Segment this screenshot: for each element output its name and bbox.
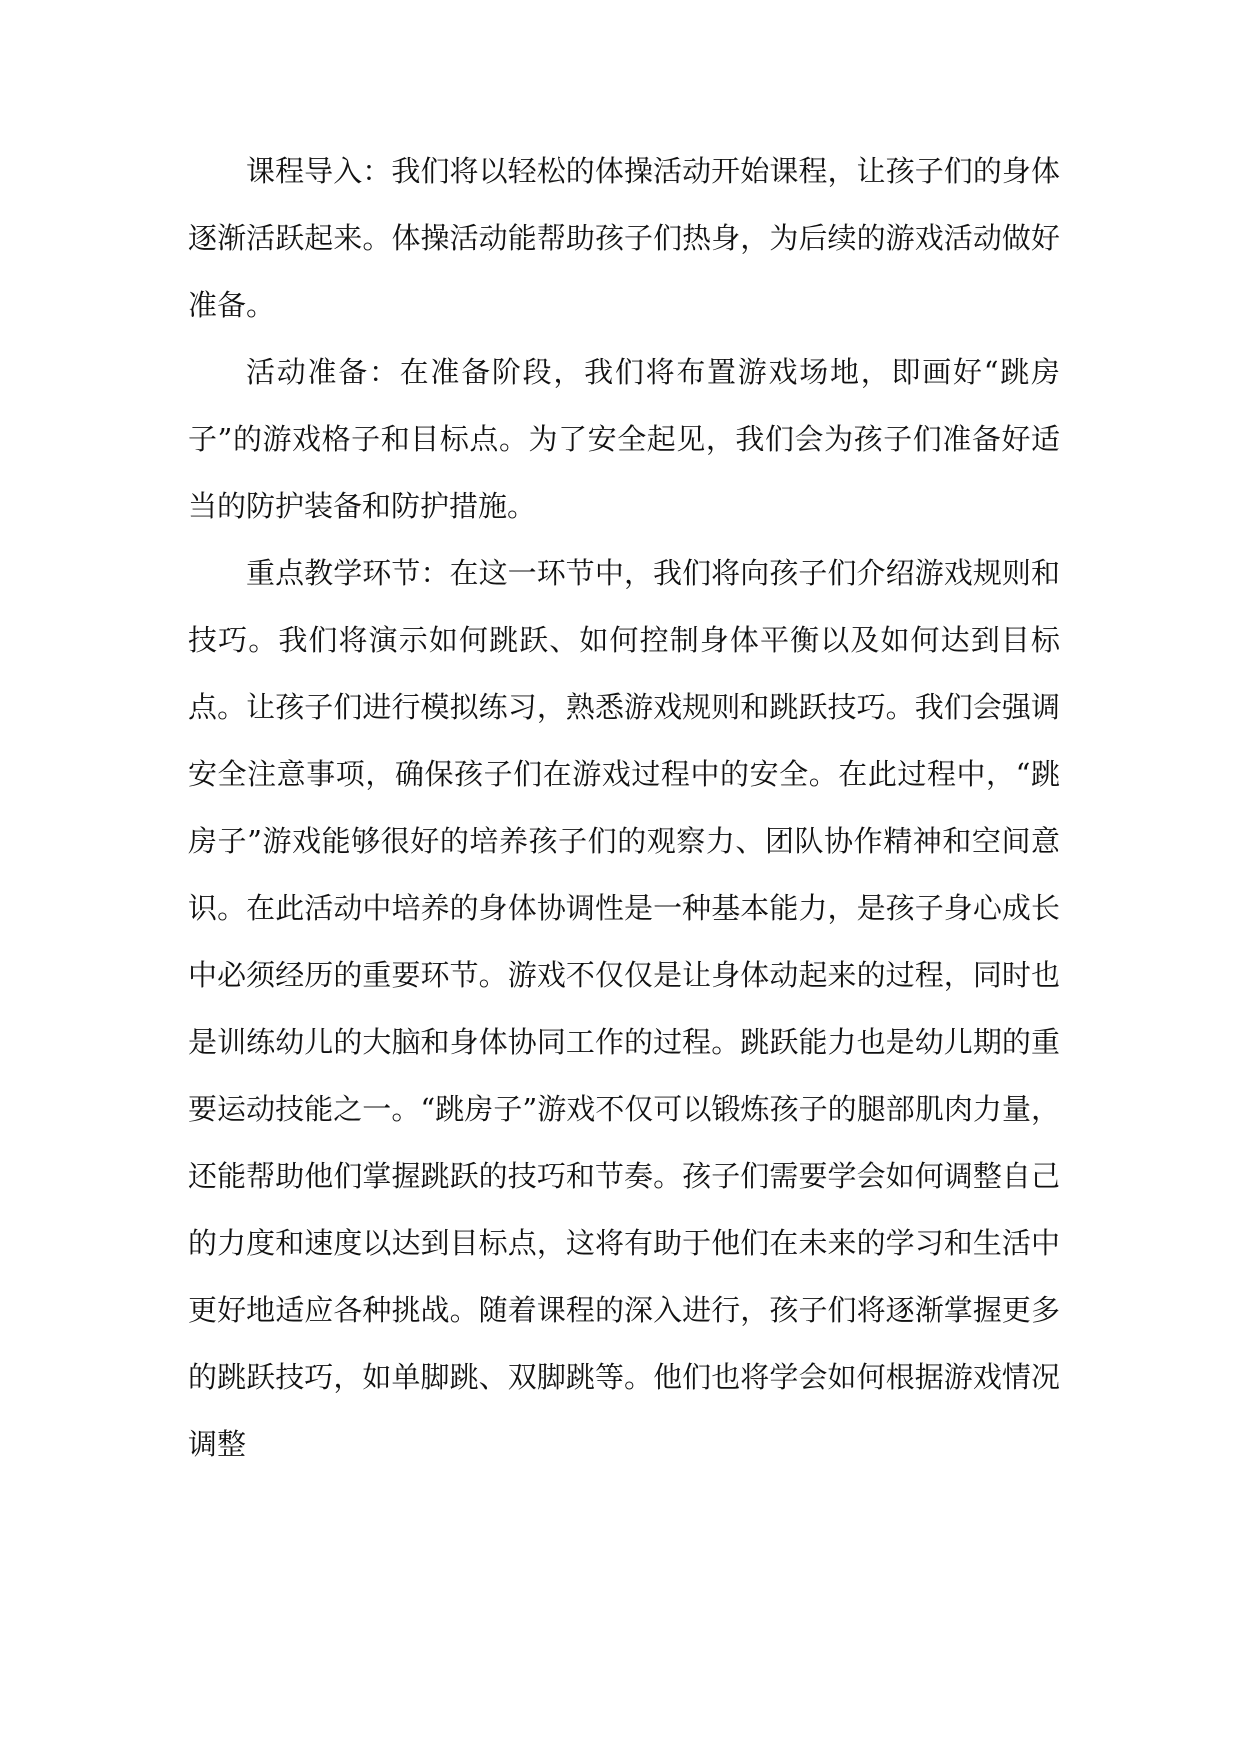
paragraph-activity-prep: 活动准备：在准备阶段，我们将布置游戏场地，即画好“跳房子”的游戏格子和目标点。为了安全起见，我们会为孩子们准备好适当的防护装备和防护措施。 (188, 355, 1060, 523)
paragraph-key-teaching: 重点教学环节：在这一环节中，我们将向孩子们介绍游戏规则和技巧。我们将演示如何跳跃、如何控制身体平衡以及如何达到目标点。让孩子们进行模拟练习，熟悉游戏规则和跳跃技巧。我们会强调安全注意事项，确保孩子们在游戏过程中的安全。在此过程中，“跳房子”游戏能够很好的培养孩子们的观察力、团队协作精神和空间意识。在此活动中培养的身体协调性是一种基本能力，是孩子身心成长中必须经历的重要环节。游戏不仅仅是让身体动起来的过程，同时也是训练幼儿的大脑和身体协同工作的过程。跳跃能力也是幼儿期的重要运动技能之一。“跳房子”游戏不仅可以锻炼孩子的腿部肌肉力量，还能帮助他们掌握跳跃的技巧和节奏。孩子们需要学会如何调整自己的力度和速度以达到目标点，这将有助于他们在未来的学习和生活中更好地适应各种挑战。随着课程的深入进行，孩子们将逐渐掌握更多的跳跃技巧，如单脚跳、双脚跳等。他们也将学会如何根据游戏情况调整 (188, 556, 1060, 1461)
paragraph-course-intro: 课程导入：我们将以轻松的体操活动开始课程，让孩子们的身体逐渐活跃起来。体操活动能帮助孩子们热身，为后续的游戏活动做好准备。 (188, 154, 1060, 322)
document-body (188, 138, 1060, 1478)
